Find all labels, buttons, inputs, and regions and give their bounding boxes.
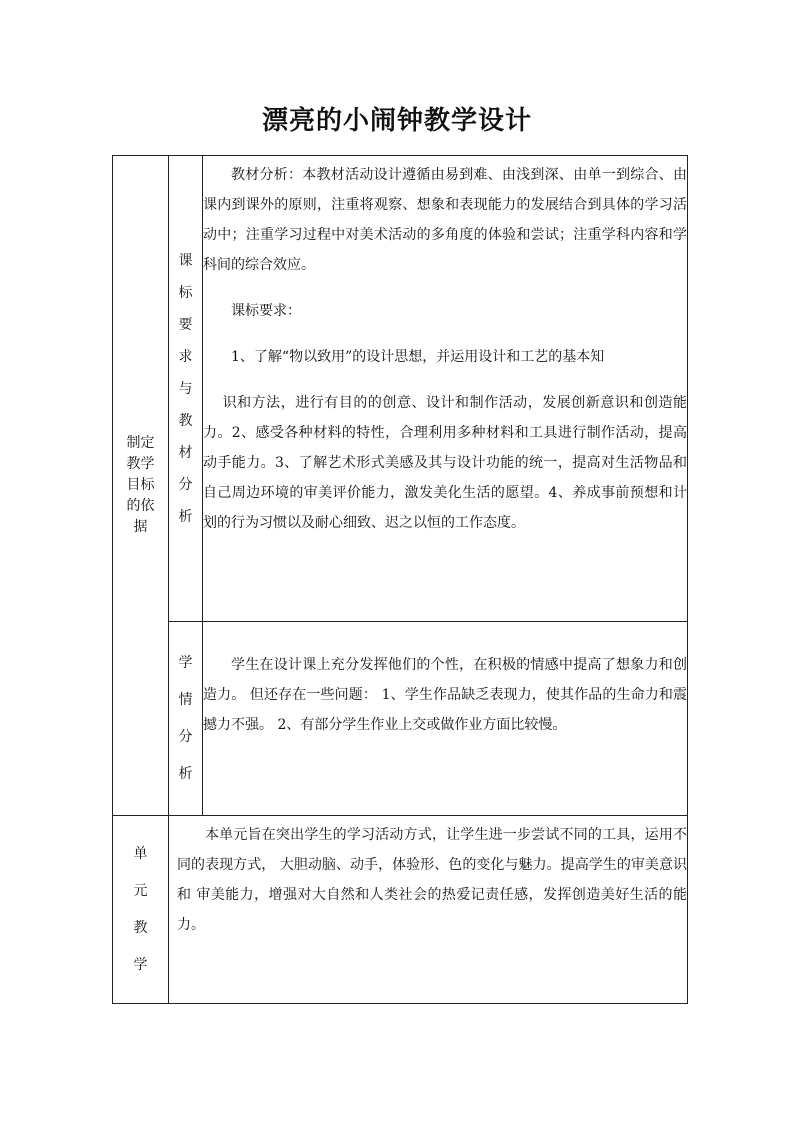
- basis-label: 制定 教学 目标 的依 据: [126, 435, 155, 535]
- student-label: 学 情 分 析: [178, 654, 193, 782]
- unit-label: 单 元 教 学: [133, 845, 148, 973]
- student-label-cell: [169, 622, 203, 816]
- student-row: [113, 622, 688, 816]
- student-analysis-text: 学生在设计课上充分发挥他们的个性，在积极的情感中提高了想象力和创造力。 但还存在一些问题： 1、学生作品缺乏表现力，使其作品的生命力和震撼力不强。 2、有部分学生作业上交或做作业方面比较慢。: [203, 657, 687, 733]
- textbook-analysis-text: 教材分析：本教材活动设计遵循由易到难、由浅到深、由单一到综合、由课内到课外的原则，注重将观察、想象和表现能力的发展结合到具体的学习活动中；注重学习过程中对美术活动的多角度的体验和尝试；注重学科内容和学科间的综合效应。: [203, 167, 687, 273]
- curriculum-content: [203, 156, 688, 622]
- curriculum-row: [113, 156, 688, 622]
- unit-row: [113, 816, 688, 1004]
- unit-content: [169, 816, 688, 1004]
- standard-title: 课标要求：: [231, 303, 301, 319]
- lesson-plan-table: [112, 155, 688, 1004]
- unit-label-cell: [113, 816, 169, 1004]
- standard-item-1: 1、了解“物以致用”的设计思想，并运用设计和工艺的基本知: [231, 349, 605, 365]
- basis-label-cell: [113, 156, 169, 816]
- page-title: 漂亮的小闹钟教学设计: [261, 106, 532, 136]
- student-content: [203, 622, 688, 816]
- standard-rest-text: 识和方法，进行有目的的创意、设计和制作活动，发展创新意识和创造能力。2、感受各种材料的特性，合理利用多种材料和工具进行制作活动，提高动手能力。3、了解艺术形式美感及其与设计功能的统一，提高对生活物品和自己周边环境的审美评价能力，激发美化生活的愿望。4、养成事前预想和计划的行为习惯以及耐心细致、迟之以恒的工作态度。: [203, 395, 687, 531]
- unit-text: 本单元旨在突出学生的学习活动方式，让学生进一步尝试不同的工具，运用不同的表现方式， 大胆动脑、动手，体验形、色的变化与魅力。提高学生的审美意识和 审美能力，增强对大自然和人类社会的热爱记责任感，发挥创造美好生活的能力。: [177, 827, 687, 933]
- curriculum-label-cell: [169, 156, 203, 622]
- curriculum-label: 课 标 要 求 与 教 材 分 析: [178, 252, 193, 525]
